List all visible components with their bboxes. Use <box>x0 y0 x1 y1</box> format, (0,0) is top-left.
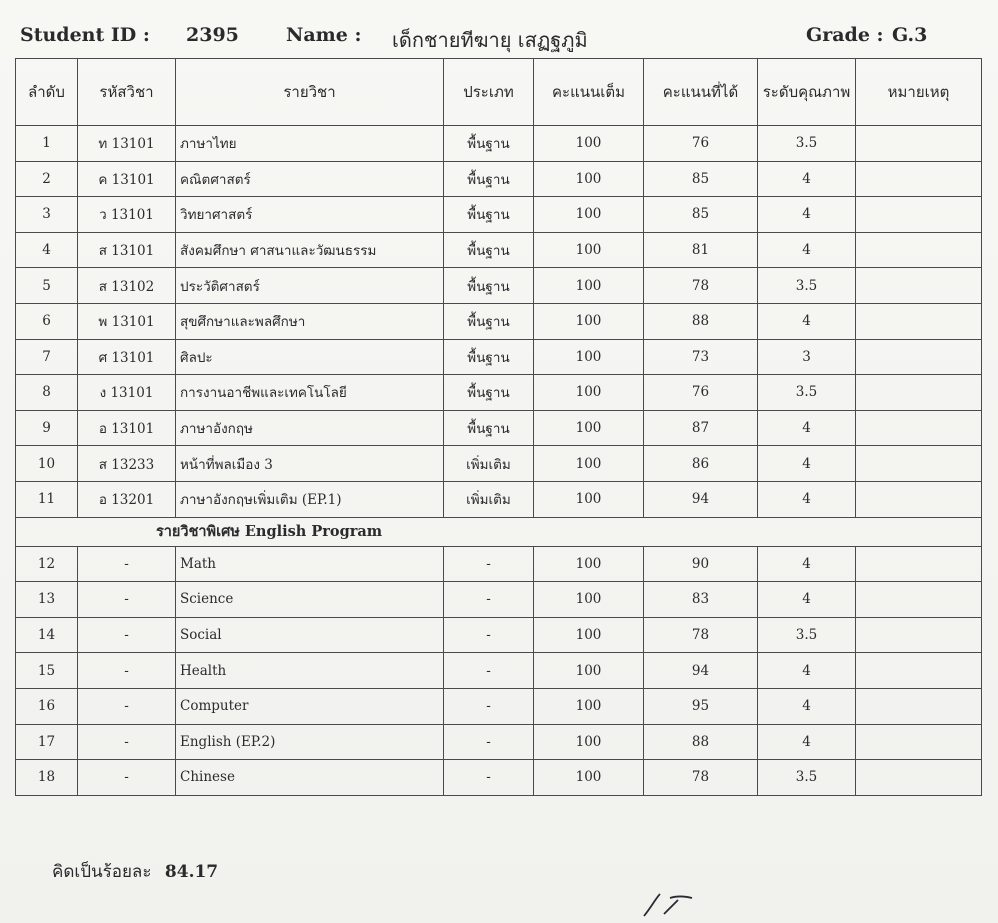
obtained-score: 83 <box>644 582 758 618</box>
full-score: 100 <box>534 724 644 760</box>
subject-code: อ 13201 <box>78 481 176 517</box>
quality-level: 4 <box>758 446 856 482</box>
subject-type: พื้นฐาน <box>444 126 534 162</box>
grade-label: Grade : <box>806 24 884 46</box>
row-number: 6 <box>16 303 78 339</box>
subject-name: วิทยาศาสตร์ <box>176 197 444 233</box>
row-number: 11 <box>16 481 78 517</box>
remark <box>856 339 982 375</box>
obtained-score: 86 <box>644 446 758 482</box>
row-number: 4 <box>16 232 78 268</box>
quality-level: 4 <box>758 653 856 689</box>
subject-code: ว 13101 <box>78 197 176 233</box>
table-row <box>16 446 982 482</box>
core-subjects-body <box>16 126 982 518</box>
obtained-score: 85 <box>644 161 758 197</box>
col-header-score: คะแนนที่ได้ <box>644 59 758 126</box>
subject-code: - <box>78 724 176 760</box>
col-header-type: ประเภท <box>444 59 534 126</box>
subject-name: หน้าที่พลเมือง 3 <box>176 446 444 482</box>
table-row <box>16 375 982 411</box>
row-number: 5 <box>16 268 78 304</box>
full-score: 100 <box>534 582 644 618</box>
subject-name: ศิลปะ <box>176 339 444 375</box>
subject-type: พื้นฐาน <box>444 232 534 268</box>
subject-name: ประวัติศาสตร์ <box>176 268 444 304</box>
subject-code: ค 13101 <box>78 161 176 197</box>
subject-type: พื้นฐาน <box>444 161 534 197</box>
row-number: 16 <box>16 688 78 724</box>
obtained-score: 94 <box>644 653 758 689</box>
quality-level: 4 <box>758 688 856 724</box>
percentage-label: คิดเป็นร้อยละ <box>52 862 152 882</box>
table-row <box>16 546 982 582</box>
subject-name: ภาษาอังกฤษ <box>176 410 444 446</box>
signature-mark <box>640 892 700 918</box>
table-row <box>16 126 982 162</box>
remark <box>856 161 982 197</box>
col-header-code: รหัสวิชา <box>78 59 176 126</box>
remark <box>856 481 982 517</box>
remark <box>856 410 982 446</box>
section-title: รายวิชาพิเศษ English Program <box>16 517 982 546</box>
col-header-note: หมายเหตุ <box>856 59 982 126</box>
subject-code: ส 13101 <box>78 232 176 268</box>
row-number: 8 <box>16 375 78 411</box>
quality-level: 3.5 <box>758 617 856 653</box>
full-score: 100 <box>534 688 644 724</box>
subject-code: ท 13101 <box>78 126 176 162</box>
full-score: 100 <box>534 760 644 796</box>
table-row <box>16 339 982 375</box>
grade-value: G.3 <box>892 24 928 46</box>
subject-name: Health <box>176 653 444 689</box>
quality-level: 3.5 <box>758 268 856 304</box>
subject-type: พื้นฐาน <box>444 339 534 375</box>
quality-level: 4 <box>758 197 856 233</box>
remark <box>856 688 982 724</box>
row-number: 12 <box>16 546 78 582</box>
quality-level: 4 <box>758 161 856 197</box>
row-number: 13 <box>16 582 78 618</box>
quality-level: 3.5 <box>758 375 856 411</box>
remark <box>856 582 982 618</box>
table-row <box>16 617 982 653</box>
subject-code: ส 13102 <box>78 268 176 304</box>
ep-subjects-body <box>16 546 982 795</box>
subject-code: อ 13101 <box>78 410 176 446</box>
row-number: 1 <box>16 126 78 162</box>
full-score: 100 <box>534 617 644 653</box>
full-score: 100 <box>534 375 644 411</box>
subject-code: - <box>78 546 176 582</box>
full-score: 100 <box>534 653 644 689</box>
student-name-label: Name : <box>286 24 362 46</box>
full-score: 100 <box>534 303 644 339</box>
quality-level: 3.5 <box>758 126 856 162</box>
subject-type: พื้นฐาน <box>444 303 534 339</box>
full-score: 100 <box>534 197 644 233</box>
subject-name: Chinese <box>176 760 444 796</box>
subject-type: - <box>444 688 534 724</box>
student-id-label: Student ID : <box>20 24 150 46</box>
subject-type: พื้นฐาน <box>444 268 534 304</box>
obtained-score: 87 <box>644 410 758 446</box>
obtained-score: 78 <box>644 617 758 653</box>
full-score: 100 <box>534 546 644 582</box>
subject-code: ง 13101 <box>78 375 176 411</box>
percentage-summary <box>52 858 218 885</box>
quality-level: 4 <box>758 232 856 268</box>
table-row <box>16 582 982 618</box>
quality-level: 4 <box>758 582 856 618</box>
remark <box>856 375 982 411</box>
obtained-score: 88 <box>644 303 758 339</box>
row-number: 3 <box>16 197 78 233</box>
subject-code: - <box>78 688 176 724</box>
subject-name: ภาษาอังกฤษเพิ่มเติม (EP.1) <box>176 481 444 517</box>
remark <box>856 268 982 304</box>
full-score: 100 <box>534 232 644 268</box>
obtained-score: 88 <box>644 724 758 760</box>
remark <box>856 760 982 796</box>
table-row <box>16 481 982 517</box>
subject-name: Math <box>176 546 444 582</box>
subject-type: - <box>444 582 534 618</box>
subject-name: สุขศึกษาและพลศึกษา <box>176 303 444 339</box>
remark <box>856 126 982 162</box>
row-number: 15 <box>16 653 78 689</box>
obtained-score: 90 <box>644 546 758 582</box>
row-number: 2 <box>16 161 78 197</box>
subject-name: ภาษาไทย <box>176 126 444 162</box>
subject-type: พื้นฐาน <box>444 197 534 233</box>
table-row <box>16 303 982 339</box>
subject-code: - <box>78 582 176 618</box>
remark <box>856 303 982 339</box>
subject-name: Computer <box>176 688 444 724</box>
table-row <box>16 161 982 197</box>
subject-code: ส 13233 <box>78 446 176 482</box>
obtained-score: 73 <box>644 339 758 375</box>
student-name-value: เด็กชายทีฆายุ เสฏฐภูมิ <box>392 28 588 52</box>
subject-type: - <box>444 653 534 689</box>
full-score: 100 <box>534 410 644 446</box>
obtained-score: 76 <box>644 126 758 162</box>
section-row <box>16 517 982 546</box>
full-score: 100 <box>534 161 644 197</box>
full-score: 100 <box>534 268 644 304</box>
col-header-full-score: คะแนนเต็ม <box>534 59 644 126</box>
subject-code: พ 13101 <box>78 303 176 339</box>
student-header <box>14 18 974 52</box>
table-row <box>16 724 982 760</box>
remark <box>856 446 982 482</box>
subject-code: - <box>78 653 176 689</box>
obtained-score: 78 <box>644 268 758 304</box>
subject-type: - <box>444 546 534 582</box>
remark <box>856 724 982 760</box>
row-number: 14 <box>16 617 78 653</box>
subject-name: สังคมศึกษา ศาสนาและวัฒนธรรม <box>176 232 444 268</box>
remark <box>856 546 982 582</box>
full-score: 100 <box>534 339 644 375</box>
remark <box>856 232 982 268</box>
full-score: 100 <box>534 446 644 482</box>
subject-type: พื้นฐาน <box>444 410 534 446</box>
col-header-no: ลำดับ <box>16 59 78 126</box>
grades-table <box>15 58 982 796</box>
quality-level: 4 <box>758 303 856 339</box>
obtained-score: 95 <box>644 688 758 724</box>
table-row <box>16 197 982 233</box>
subject-type: พื้นฐาน <box>444 375 534 411</box>
subject-type: เพิ่มเติม <box>444 481 534 517</box>
quality-level: 4 <box>758 410 856 446</box>
quality-level: 4 <box>758 481 856 517</box>
subject-code: - <box>78 760 176 796</box>
subject-name: Science <box>176 582 444 618</box>
obtained-score: 81 <box>644 232 758 268</box>
remark <box>856 617 982 653</box>
col-header-level: ระดับคุณภาพ <box>758 59 856 126</box>
row-number: 9 <box>16 410 78 446</box>
subject-type: - <box>444 617 534 653</box>
quality-level: 4 <box>758 724 856 760</box>
subject-type: - <box>444 724 534 760</box>
row-number: 7 <box>16 339 78 375</box>
student-id-value: 2395 <box>186 24 239 46</box>
quality-level: 3 <box>758 339 856 375</box>
subject-code: - <box>78 617 176 653</box>
table-row <box>16 760 982 796</box>
full-score: 100 <box>534 481 644 517</box>
subject-type: เพิ่มเติม <box>444 446 534 482</box>
obtained-score: 85 <box>644 197 758 233</box>
subject-name: Social <box>176 617 444 653</box>
remark <box>856 653 982 689</box>
row-number: 18 <box>16 760 78 796</box>
table-row <box>16 688 982 724</box>
subject-type: - <box>444 760 534 796</box>
subject-name: คณิตศาสตร์ <box>176 161 444 197</box>
percentage-value: 84.17 <box>164 862 219 882</box>
table-row <box>16 410 982 446</box>
row-number: 17 <box>16 724 78 760</box>
quality-level: 4 <box>758 546 856 582</box>
obtained-score: 94 <box>644 481 758 517</box>
quality-level: 3.5 <box>758 760 856 796</box>
subject-code: ศ 13101 <box>78 339 176 375</box>
table-row <box>16 653 982 689</box>
table-row <box>16 232 982 268</box>
row-number: 10 <box>16 446 78 482</box>
table-row <box>16 268 982 304</box>
subject-name: English (EP.2) <box>176 724 444 760</box>
obtained-score: 76 <box>644 375 758 411</box>
full-score: 100 <box>534 126 644 162</box>
col-header-subject: รายวิชา <box>176 59 444 126</box>
obtained-score: 78 <box>644 760 758 796</box>
subject-name: การงานอาชีพและเทคโนโลยี <box>176 375 444 411</box>
table-header-row <box>16 59 982 126</box>
remark <box>856 197 982 233</box>
